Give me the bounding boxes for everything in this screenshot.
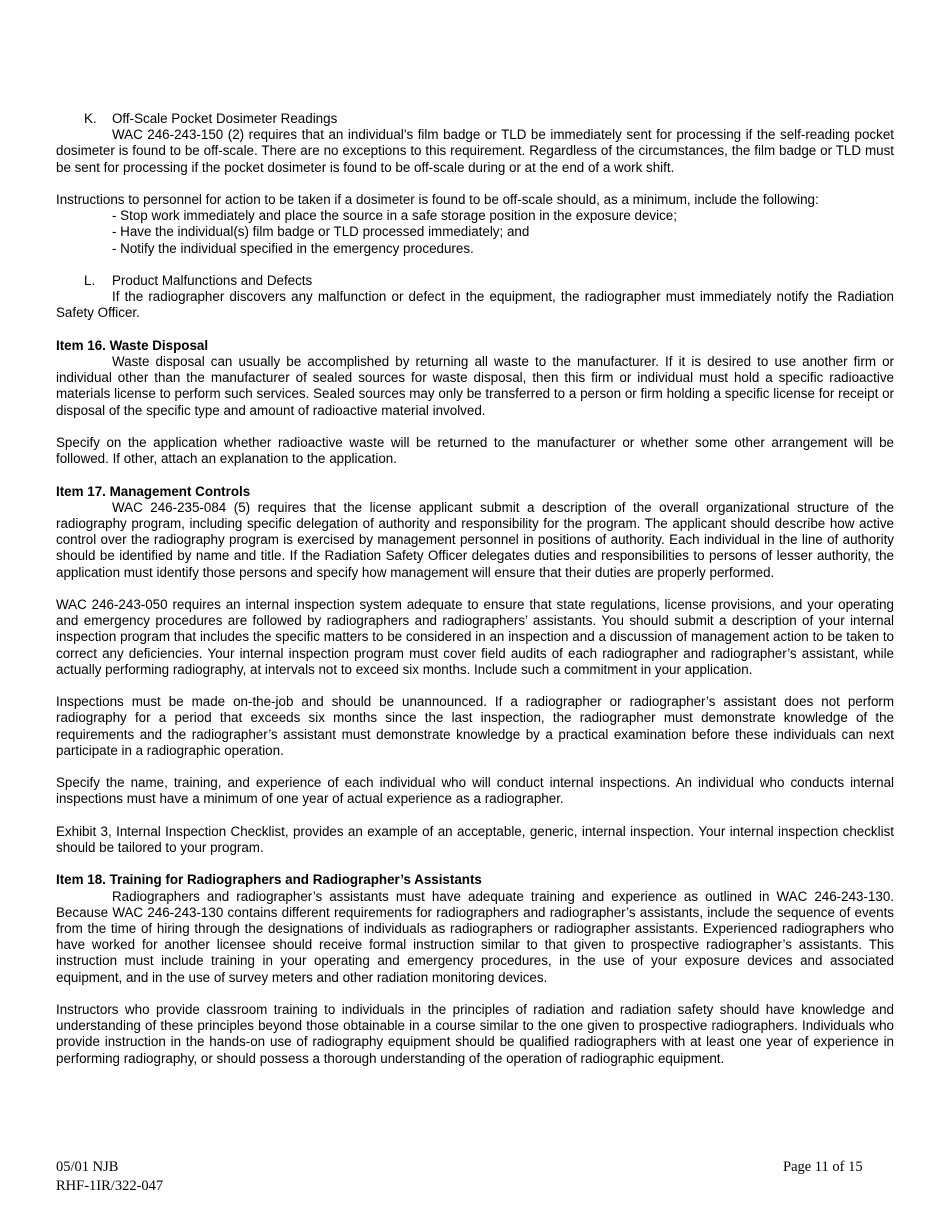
section-l-letter: L. <box>84 273 96 288</box>
item-16-paragraph-1: Waste disposal can usually be accomplished by returning all waste to the manufacturer. If it is desired to use another firm or individual other than the manufacturer of sealed sources for waste disposal, then this firm or individual must hold a specific radioactive materials license to perform such services. Sealed sources may only be transferred to a person or firm holding a specific license for receipt or disposal of the specific type and amount of radioactive material involved. <box>56 354 894 418</box>
section-k-paragraph-1: WAC 246-243-150 (2) requires that an individual’s film badge or TLD be immediately sent for processing if the self-reading pocket dosimeter is found to be off-scale. There are no exceptions to this requirement. Regardless of the circumstances, the film badge or TLD must be sent for processing if the pocket dosimeter is found to be off-scale during or at the end of a work shift. <box>56 127 894 175</box>
list-item: - Notify the individual specified in the emergency procedures. <box>112 240 474 256</box>
footer-document-id: RHF-1IR/322-047 <box>56 1178 164 1194</box>
list-item: - Stop work immediately and place the source in a safe storage position in the exposure device; <box>112 208 677 224</box>
item-17-paragraph-5: Exhibit 3, Internal Inspection Checklist, provides an example of an acceptable, generic, internal inspection. Your internal inspection checklist should be tailored to your program. <box>56 823 894 855</box>
item-17-paragraph-4: Specify the name, training, and experience of each individual who will conduct internal inspections. An individual who conducts internal inspections must have a minimum of one year of actual experience as a radiographer. <box>56 775 894 807</box>
item-17-paragraph-3: Inspections must be made on-the-job and should be unannounced. If a radiographer or radiographer’s assistant does not perform radiography for a period that exceeds six months since the last inspection, the radiographer must demonstrate knowledge of the requirements and the radiographer’s assistant must demonstrate knowledge by a practical examination before these individuals can next participate in a radiographic operation. <box>56 694 894 758</box>
section-l-title: Product Malfunctions and Defects <box>112 273 313 288</box>
item-18-heading: Item 18. Training for Radiographers and Radiographer’s Assistants <box>56 872 482 888</box>
item-17-paragraph-1: WAC 246-235-084 (5) requires that the license applicant submit a description of the overall organizational structure of the radiography program, including specific delegation of authority and responsibility for the program. The applicant should describe how active control over the radiography program is exercised by management personnel in positions of authority. Each individual in the line of authority should be identified by name and title. If the Radiation Safety Officer delegates duties and responsibilities to persons of lesser authority, the application must identify those persons and specify how management will ensure that their duties are properly performed. <box>56 499 894 580</box>
item-16-paragraph-2: Specify on the application whether radioactive waste will be returned to the manufacturer or whether some other arrangement will be followed. If other, attach an explanation to the application. <box>56 435 894 467</box>
section-l-paragraph-1: If the radiographer discovers any malfunction or defect in the equipment, the radiographer must immediately notify the Radiation Safety Officer. <box>56 289 894 321</box>
section-k-paragraph-2: Instructions to personnel for action to be taken if a dosimeter is found to be off-scale should, as a minimum, include the following: <box>56 192 819 207</box>
item-18-paragraph-1: Radiographers and radiographer’s assistants must have adequate training and experience as outlined in WAC 246-243-130. Because WAC 246-243-130 contains different requirements for radiographers and radiographer’s assistants, include the sequence of events from the time of hiring through the designations of individuals as radiographers or radiographer assistants. Experienced radiographers who have worked for another licensee should receive formal instruction similar to that given to prospective radiographer’s assistants. This instruction must include training in your operating and emergency procedures, in the use of your exposure devices and associated equipment, and in the use of survey meters and other radiation monitoring devices. <box>56 888 894 985</box>
item-18-paragraph-2: Instructors who provide classroom training to individuals in the principles of radiation and radiation safety should have knowledge and understanding of these principles beyond those obtainable in a course similar to the one given to prospective radiographers. Individuals who provide instruction in the hands-on use of radiography equipment should be qualified radiographers with at least one year of experience in performing radiography, or should possess a thorough understanding of the operation of radiographic equipment. <box>56 1002 894 1066</box>
section-k-title: Off-Scale Pocket Dosimeter Readings <box>112 111 338 126</box>
item-16-heading: Item 16. Waste Disposal <box>56 337 209 353</box>
section-k-letter: K. <box>84 111 97 126</box>
section-l-heading <box>56 273 894 289</box>
document-body <box>56 111 894 1067</box>
item-17-paragraph-2: WAC 246-243-050 requires an internal inspection system adequate to ensure that state regulations, license provisions, and your operating and emergency procedures are followed by radiographers and radiographers’ assistants. You should submit a description of your internal inspection program that includes the specific matters to be considered in an inspection and a discussion of management action to be taken to correct any deficiencies. Your internal inspection program must cover field audits of each radiographer and radiographer’s assistant, while actually performing radiography, at intervals not to exceed six months. Include such a commitment in your application. <box>56 597 894 677</box>
item-17-heading: Item 17. Management Controls <box>56 483 251 499</box>
footer-left <box>56 1158 163 1196</box>
footer-page-number: Page 11 of 15 <box>783 1159 863 1175</box>
section-k-heading <box>56 111 894 127</box>
footer-date-code: 05/01 NJB <box>56 1159 119 1175</box>
list-item: - Have the individual(s) film badge or TLD processed immediately; and <box>112 224 530 240</box>
